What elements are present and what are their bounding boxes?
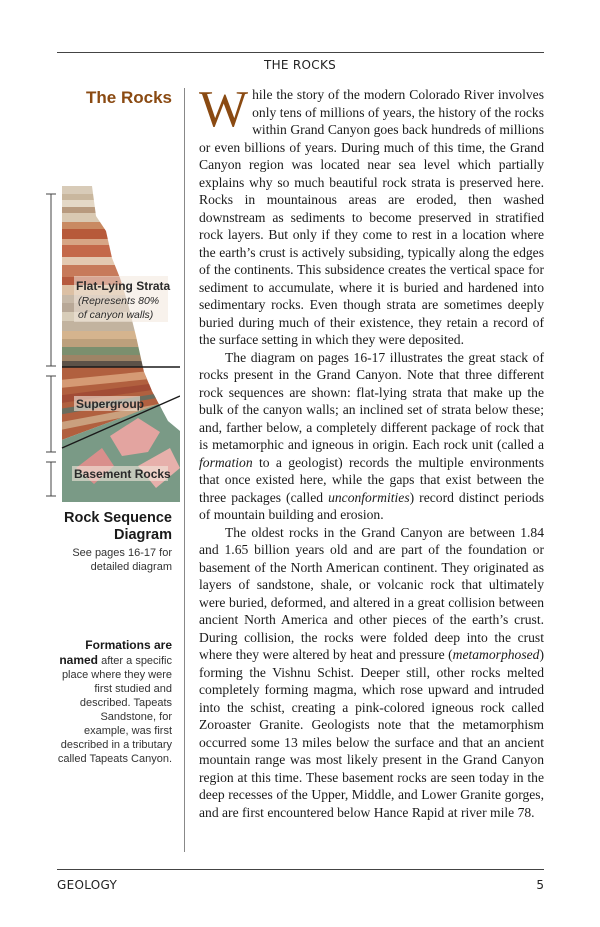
diagram-brackets [46, 194, 56, 496]
paragraph-1 [199, 81, 544, 349]
paragraph-3 [199, 524, 544, 822]
paragraph-2-text-b: to a geologist) records the multiple environments that once existed here, while the gaps that exist between the three packages (called [199, 454, 544, 505]
label-supergroup: Supergroup [76, 397, 144, 411]
label-flat-note-1: (Represents 80% [78, 295, 160, 307]
footer-section: GEOLOGY [57, 878, 118, 892]
rock-sequence-diagram [40, 186, 180, 502]
article-body [199, 81, 545, 821]
running-head: THE ROCKS [263, 58, 337, 72]
note-text: after a specific place where they were first studied and described. Tapeats Sandstone, for example, was first described in a tributary called Tapeats Canyon. [57, 655, 172, 765]
paragraph-3-text-a: The oldest rocks in the Grand Canyon are between 1.84 and 1.65 billion years old and are part of the foundation or basement of the North American continent. They originated as layers of sandstone, shale, or volcanic rock that ultimately were buried, deformed, and altered in a great collision between ancient North America and other pieces of the earth’s crust. During collision, the rocks were folded deep into the crust where they were altered by heat and pressure ( [199, 524, 544, 662]
header-rule [57, 52, 544, 53]
caption-title-line-1: Rock Sequence [64, 510, 172, 526]
caption-title-line-2: Diagram [113, 527, 172, 543]
sidebar-title: The Rocks [86, 88, 172, 107]
paragraph-1-text: hile the story of the modern Colorado River involves only tens of millions of years, the history of the rocks within Grand Canyon goes back hundreds of millions or even billions of years. During much of this time, the Grand Canyon region was located near sea level which partially explains why so much beautiful rock strata is preserved here. Rocks in mountainous areas are eroded, then washed downstream as sediments to become preserved in stratified rock layers. But only if they come to rest in a location where the earth’s crust is actively subsiding, typically along the edges of the continents. This subsidence creates the vertical space for sediment to accumulate, where it is buried and hardened into sedimentary rocks. Even though strata are sometimes deeply buried during much of their existence, they retain a record of the surface setting in which they were deposited. [199, 87, 544, 347]
paragraph-3-text-b: ) forming the Vishnu Schist. Deeper still, other rocks melted completely forming magma, which rose upward and intruded into the schist, creating a pink-colored igneous rock called Zoroaster Granite. Geologists note that the metamorphism occurred some 13 miles below the surface and that an ancient mountain range was most likely present in the Grand Canyon region at this time. These basement rocks are seen today in the deep recesses of the Upper, Middle, and Lower Granite gorges, and are first encountered below Hance Rapid at river mile 78. [199, 647, 544, 820]
label-flat-lying-strata: Flat-Lying Strata [76, 279, 171, 293]
diagram-caption-title [57, 510, 172, 544]
paragraph-2-text-c: ) record distinct periods of mountain building and erosion. [199, 489, 545, 522]
drop-cap: W [199, 81, 249, 138]
term-metamorphosed: metamorphosed [452, 647, 540, 662]
paragraph-2 [199, 349, 544, 524]
page-number: 5 [536, 878, 544, 892]
term-formation: formation [199, 454, 253, 470]
label-flat-note-2: of canyon walls) [78, 309, 154, 321]
paragraph-2-text-a: The diagram on pages 16-17 illustrates the great stack of rocks present in the Grand Canyon. Note that three different rock sequences are shown: flat-lying strata that make up the bulk of the canyon walls; an inclined set of strata below these; and, farther below, a completely different package of rock that is metamorphic and igneous in origin. Each rock unit (called a [199, 349, 544, 452]
column-divider [184, 88, 185, 852]
diagram-caption-body: See pages 16-17 for detailed diagram [72, 547, 172, 573]
term-unconformities: unconformities [328, 489, 410, 505]
footer-rule [57, 869, 544, 870]
cliff-strata [40, 186, 180, 502]
label-basement-rocks: Basement Rocks [74, 467, 171, 481]
note-heading: Formations are named [59, 638, 172, 667]
formations-note [57, 638, 172, 766]
